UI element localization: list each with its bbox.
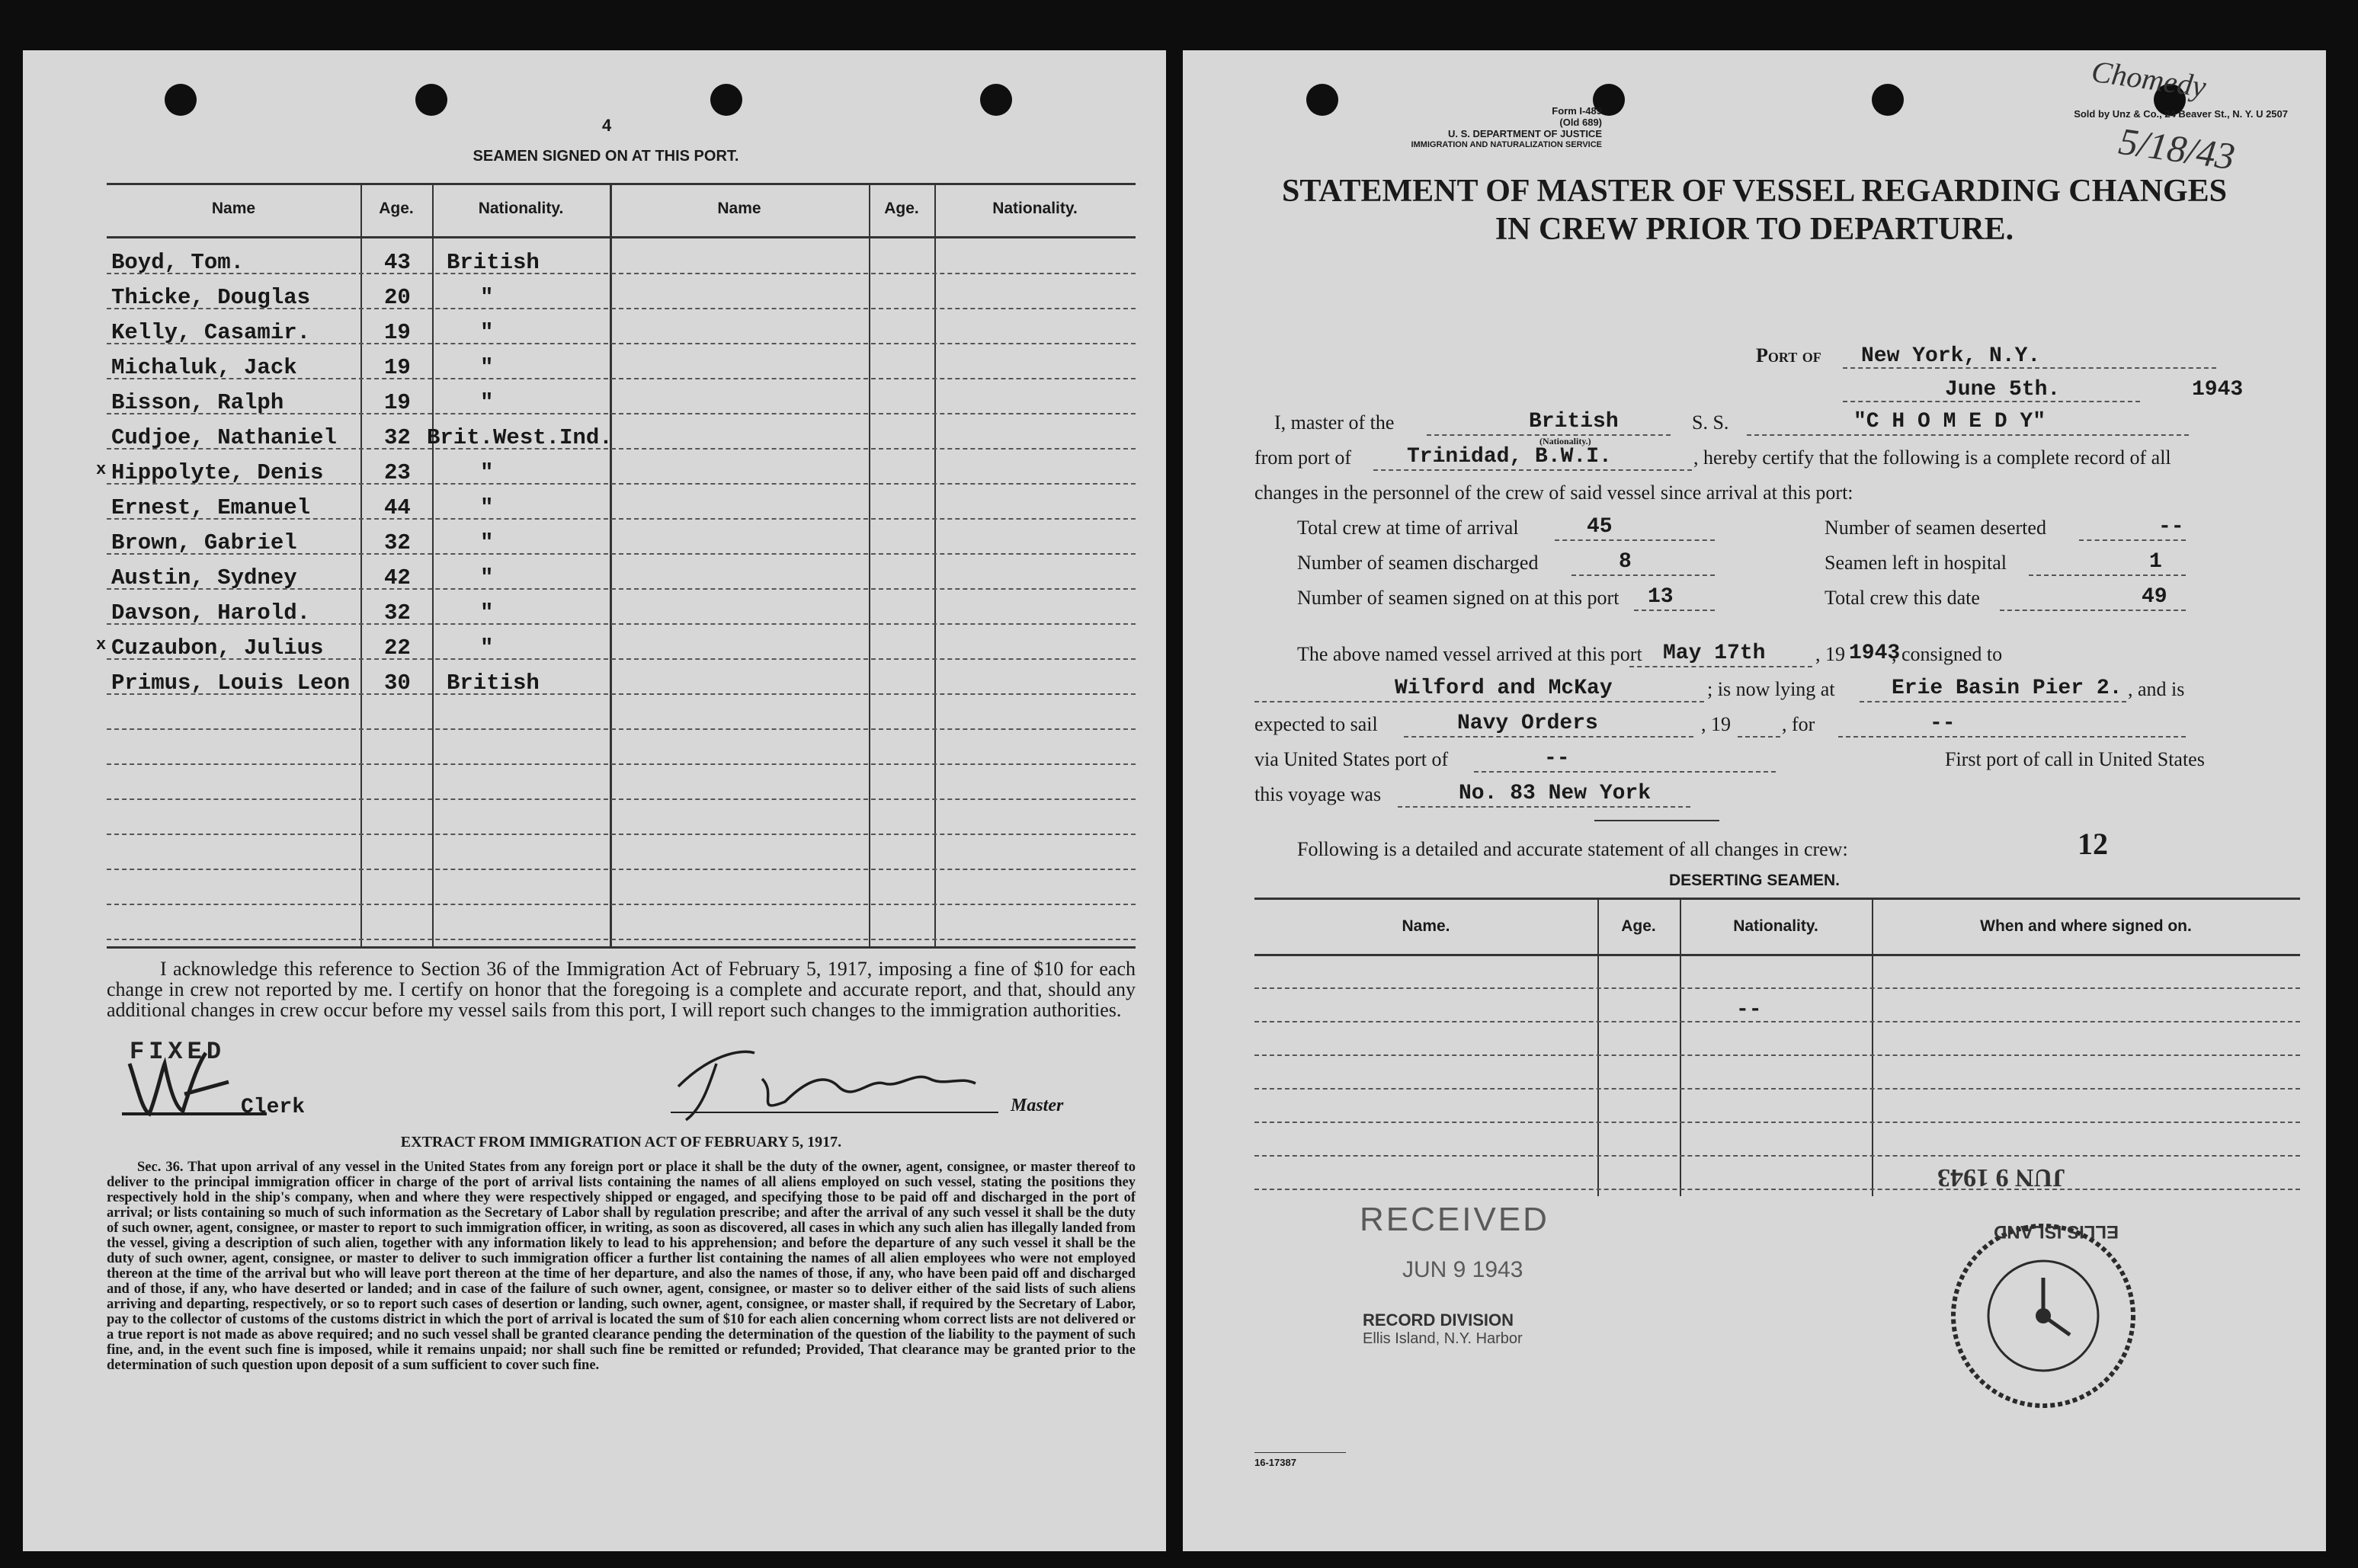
lying-label: ; is now lying at [1707, 678, 1835, 700]
section-title: SEAMEN SIGNED ON AT THIS PORT. [473, 148, 739, 165]
seller-note: Sold by Unz & Co., 24 Beaver St., N. Y. U 2507 [2074, 108, 2288, 120]
consigned-label: , consigned to [1892, 643, 2003, 665]
punch-hole [1306, 84, 1338, 116]
punch-hole [980, 84, 1012, 116]
received-date: JUN 9 1943 [1402, 1257, 1523, 1282]
hospital-label: Seamen left in hospital [1825, 552, 2007, 574]
from-port-value: Trinidad, B.W.I. [1407, 445, 1612, 469]
port-value: New York, N.Y. [1861, 344, 2041, 368]
deserting-col-signed: When and where signed on. [1980, 917, 2192, 935]
master-label: Master [1011, 1096, 1064, 1115]
discharged-value: 8 [1619, 550, 1632, 574]
service: IMMIGRATION AND NATURALIZATION SERVICE [1411, 140, 1602, 149]
via-value: -- [1544, 747, 1570, 770]
ellis-island-label: Ellis Island, N.Y. Harbor [1363, 1330, 1523, 1347]
col-header-age-2: Age. [884, 200, 919, 217]
expected-label: expected to sail [1254, 713, 1378, 735]
signed-on-label: Number of seamen signed on at this port [1297, 587, 1620, 609]
master-signature [663, 1041, 1014, 1125]
handwritten-name: Chomedy [2089, 53, 2209, 104]
first-port-label: First port of call in United States [1945, 748, 2205, 770]
lying-value: Erie Basin Pier 2. [1892, 677, 2123, 700]
deserting-table-top [1254, 898, 2300, 900]
extract-title: EXTRACT FROM IMMIGRATION ACT OF FEBRUARY 5, 1917. [400, 1134, 842, 1150]
via-label: via United States port of [1254, 748, 1449, 770]
form-title [1183, 172, 2326, 248]
left-page: 4 SEAMEN SIGNED ON AT THIS PORT. Name Age. Nationality. Name Age. Nationality. Boyd, Tom. 43 British Thicke, Douglas 20 " Kelly, Casamir. 19 " Michaluk, Jack 19 " Bisson, Ralph 19 " Cudjoe, Nathaniel 32 Brit.West.Ind. x Hippolyte, Denis 23 " Ernest, Emanuel 44 " Brown, Gabriel 32 " Austin, Sydney 42 " Davson, Harold. 32 " x Cuzaubon, Julius 22 " Primus, Louis Leon 30 British I acknowledge this reference to Section 36 of the Immigration Act of February 5, 1917, imposing a fine of $10 for each change in crew not reported by me. I certify on honor that the foregoing is a complete and accurate report, and that, should any additional changes in crew occur before my vessel sails from this port, I will report such changes to the immigration authorities. FIXED Clerk Master EXTRACT FROM IMMIGRATION ACT OF FEBRUARY 5, 1917. Sec. 36. That upon arrival of any vessel in the United States from any foreign port or place it shall be the duty of the owner, agent, consignee, or master thereof to deliver to the principal immigration officer in charge of the port of arrival lists containing the names of all aliens employed on such vessel, stating the positions they respectively hold in the ship's company, when and where they were respectively shipped or engaged, and specifying those to be paid off and discharged in the port of arrival; or lists containing so much of such information as the Secretary of Labor shall by regulation prescribe; and after the arrival of any such vessel it shall be the duty of such owner, agent, consignee, or master to report to such immigration officer, in writing, as soon as discovered, all cases in which any such alien has illegally landed from the vessel, giving a description of such alien, together with any information likely to lead to his apprehension; and before the departure of any such vessel it shall be the duty of such owner, agent, consignee, or master to deliver to such immigration officer a further list containing the names of all alien employees who were not employed thereon at the time of the arrival but who will leave port thereon at the time of her departure, and also the names of those, if any, who have been paid off and discharged and of those, if any, who have deserted or landed; and in case of the failure of such owner, agent, consignee, or master so to deliver either of the said lists of such aliens arriving and departing, respectively, or so to report such cases of desertion or landing, such owner, agent, consignee, or master shall, if required by the Secretary of Labor, pay to the collector of customs of the customs district in which the port of arrival is located the sum of $10 for each alien concerning whom correct lists are not delivered or a true report is not made as above required; and no such vessel shall be granted clearance pending the determination of the question of the liability to the payment of such fine, and, in the event such fine is imposed, while it remains unpaid; nor shall such fine be remitted or refunded; Provided, That clearance may be granted prior to the determination of such question upon deposit of a sum sufficient to cover such fine. [23, 50, 1166, 1551]
round-stamp-date: JUN 9 1943 [1937, 1163, 2066, 1192]
hospital-value: 1 [2149, 550, 2162, 574]
total-arrival-value: 45 [1587, 515, 1613, 539]
from-port-label: from port of [1254, 446, 1352, 469]
deserting-title: DESERTING SEAMEN. [1668, 872, 1841, 889]
form-header [1381, 105, 1602, 151]
for-label: , for [1782, 713, 1815, 735]
col-header-age: Age. [379, 200, 414, 217]
col-header-name-2: Name [717, 200, 761, 217]
signed-on-value: 13 [1648, 585, 1674, 609]
deserting-col-age: Age. [1621, 917, 1656, 935]
table-bottom-border [107, 946, 1136, 949]
ss-label: S. S. [1692, 411, 1729, 434]
form-old: (Old 689) [1559, 117, 1602, 128]
changes-text: changes in the personnel of the crew of said vessel since arrival at this port: [1254, 482, 1853, 504]
total-date-label: Total crew this date [1825, 587, 1980, 609]
consignee-value: Wilford and McKay [1395, 677, 1613, 700]
page-number: 4 [602, 116, 612, 135]
deserting-dash: -- [1736, 998, 1762, 1022]
discharged-label: Number of seamen discharged [1297, 552, 1539, 574]
col-header-nationality: Nationality. [478, 200, 564, 217]
received-stamp: RECEIVED [1360, 1201, 1549, 1238]
voyage-label: this voyage was [1254, 783, 1382, 805]
total-arrival-label: Total crew at time of arrival [1297, 517, 1519, 539]
round-stamp-icon [1948, 1221, 2139, 1411]
port-label: Port of [1756, 344, 1821, 366]
col-header-name: Name [211, 200, 256, 217]
round-stamp-text: ELLIS ISLAND [1994, 1221, 2119, 1242]
ship-name: "C H O M E D Y" [1853, 410, 2046, 434]
deserted-value: -- [2158, 515, 2184, 539]
department: U. S. DEPARTMENT OF JUSTICE [1448, 128, 1602, 139]
and-is-label: , and is [2128, 678, 2185, 700]
fixed-stamp: FIXED [130, 1038, 226, 1066]
deserting-col-nationality: Nationality. [1733, 917, 1818, 935]
right-page: Form I-489 (Old 689) U. S. DEPARTMENT OF JUSTICE IMMIGRATION AND NATURALIZATION SERVICE Sold by Unz & Co., 24 Beaver St., N. Y. U 2507 Chomedy 5/18/43 STATEMENT OF MASTER OF VESSEL REGARDING CHANGES IN CREW PRIOR TO DEPARTURE. Port of New York, N.Y. June 5th. 1943 I, master of the British (Nationality.) S. S. "C H O M E D Y" from port of Trinidad, B.W.I. , hereby certify that the following is a complete record of all changes in the personnel of the crew of said vessel since arrival at this port: Total crew at time of arrival 45 Number of seamen deserted -- Number of seamen discharged 8 Seamen left in hospital 1 Number of seamen signed on at this port 13 Total crew this date 49 The above named vessel arrived at this port May 17th , 19 1943 , consigned to Wilford and McKay ; is now lying at Erie Basin Pier 2. , and is expected to sail Navy Orders , 19 , for -- via United States port of -- First port of call in United States this voyage was No. 83 New York Following is a detailed and accurate statement of all changes in crew: 12 DESERTING SEAMEN. Name. Age. Nationality. When and where signed on. -- RECEIVED JUN 9 1943 RECORD DIVISION Ellis Island, N.Y. Harbor JUN 9 1943 ELLIS ISLAND 16-17387 [1183, 50, 2326, 1551]
nationality-sublabel: (Nationality.) [1539, 436, 1591, 446]
punch-hole [165, 84, 197, 116]
total-date-value: 49 [2142, 585, 2167, 609]
for-value: -- [1930, 712, 1956, 735]
arrived-label: The above named vessel arrived at this port [1297, 643, 1642, 665]
punch-hole [415, 84, 447, 116]
deserted-label: Number of seamen deserted [1825, 517, 2046, 539]
title-line-1: STATEMENT OF MASTER OF VESSEL REGARDING CHANGES [1281, 174, 2228, 209]
voyage-value: No. 83 New York [1459, 782, 1652, 805]
title-line-2: IN CREW PRIOR TO DEPARTURE. [1495, 212, 2014, 247]
acknowledgement-text: I acknowledge this reference to Section 36 of the Immigration Act of February 5, 1917, imposing a fine of $10 for each change in crew not reported by me. I certify on honor that the foregoing is a complete and accurate report, and that, should any additional changes in crew occur before my vessel sails from this port, I will report such changes to the immigration authorities. [107, 958, 1136, 1021]
master-of-label: I, master of the [1274, 411, 1395, 434]
changes-count: 12 [2078, 827, 2108, 861]
form-number: Form I-489 [1552, 105, 1602, 117]
arrived-year: 1943 [1849, 642, 1901, 665]
table-header-border [107, 236, 1136, 238]
deserting-col-name: Name. [1402, 917, 1450, 935]
table-top-border [107, 183, 1136, 185]
expected-value: Navy Orders [1457, 712, 1598, 735]
punch-hole [710, 84, 742, 116]
year-prefix: , 19 [1701, 713, 1731, 735]
extract-text: Sec. 36. That upon arrival of any vessel in the United States from any foreign port or place it shall be the duty of the owner, agent, consignee, or master thereof to deliver to the principal immigration officer in charge of the port of arrival lists containing the names of all aliens employed on such vessel, stating the positions they respectively hold in the ship's company, when and where they were respectively shipped or engaged, and specifying those to be paid off and discharged in the port of arrival; or lists containing so much of such information as the Secretary of Labor shall by regulation prescribe; and after the arrival of any such vessel it shall be the duty of such owner, agent, consignee, or master to report to such immigration officer, in writing, as soon as discovered, all cases in which any such alien has illegally landed from the vessel, giving a description of such alien, together with any information likely to lead to his apprehension; and before the departure of any such vessel it shall be the duty of such owner, agent, consignee, or master to deliver to such immigration officer a further list containing the names of all alien employees who were not employed thereon at the time of the arrival but who will leave port thereon at the time of her departure, and also the names of those, if any, who have been paid off and discharged and of those, if any, who have deserted or landed; and in case of the failure of such owner, agent, consignee, or master so to deliver either of the said lists of such aliens arriving and departing, respectively, or so to report such cases of desertion or landing, such owner, agent, consignee, or master shall, if required by the Secretary of Labor, pay to the collector of customs of the customs district in which the port of arrival is located the sum of $10 for each alien concerning whom correct lists are not delivered or a true report is not made as above required; and no such vessel shall be granted clearance pending the determination of the question of the liability to the payment of such fine, and, in the event such fine is imposed, while it remains unpaid; nor shall such fine be remitted or refunded; Provided, That clearance may be granted prior to the determination of such question upon deposit of a sum sufficient to cover such fine. [107, 1160, 1136, 1373]
footer-code: 16-17387 [1254, 1457, 1296, 1468]
clerk-label: Clerk [241, 1096, 306, 1119]
date-value: June 5th. [1945, 378, 2061, 402]
col-header-nationality-2: Nationality. [992, 200, 1078, 217]
handwritten-date: 5/18/43 [2116, 119, 2238, 178]
nationality-value: British [1529, 410, 1619, 434]
certify-text: , hereby certify that the following is a complete record of all [1693, 446, 2171, 469]
year-value: 1943 [2192, 378, 2244, 402]
punch-hole [1872, 84, 1904, 116]
arrived-value: May 17th [1663, 642, 1766, 665]
following-label: Following is a detailed and accurate statement of all changes in crew: [1297, 838, 1848, 860]
record-division: RECORD DIVISION [1363, 1310, 1514, 1330]
